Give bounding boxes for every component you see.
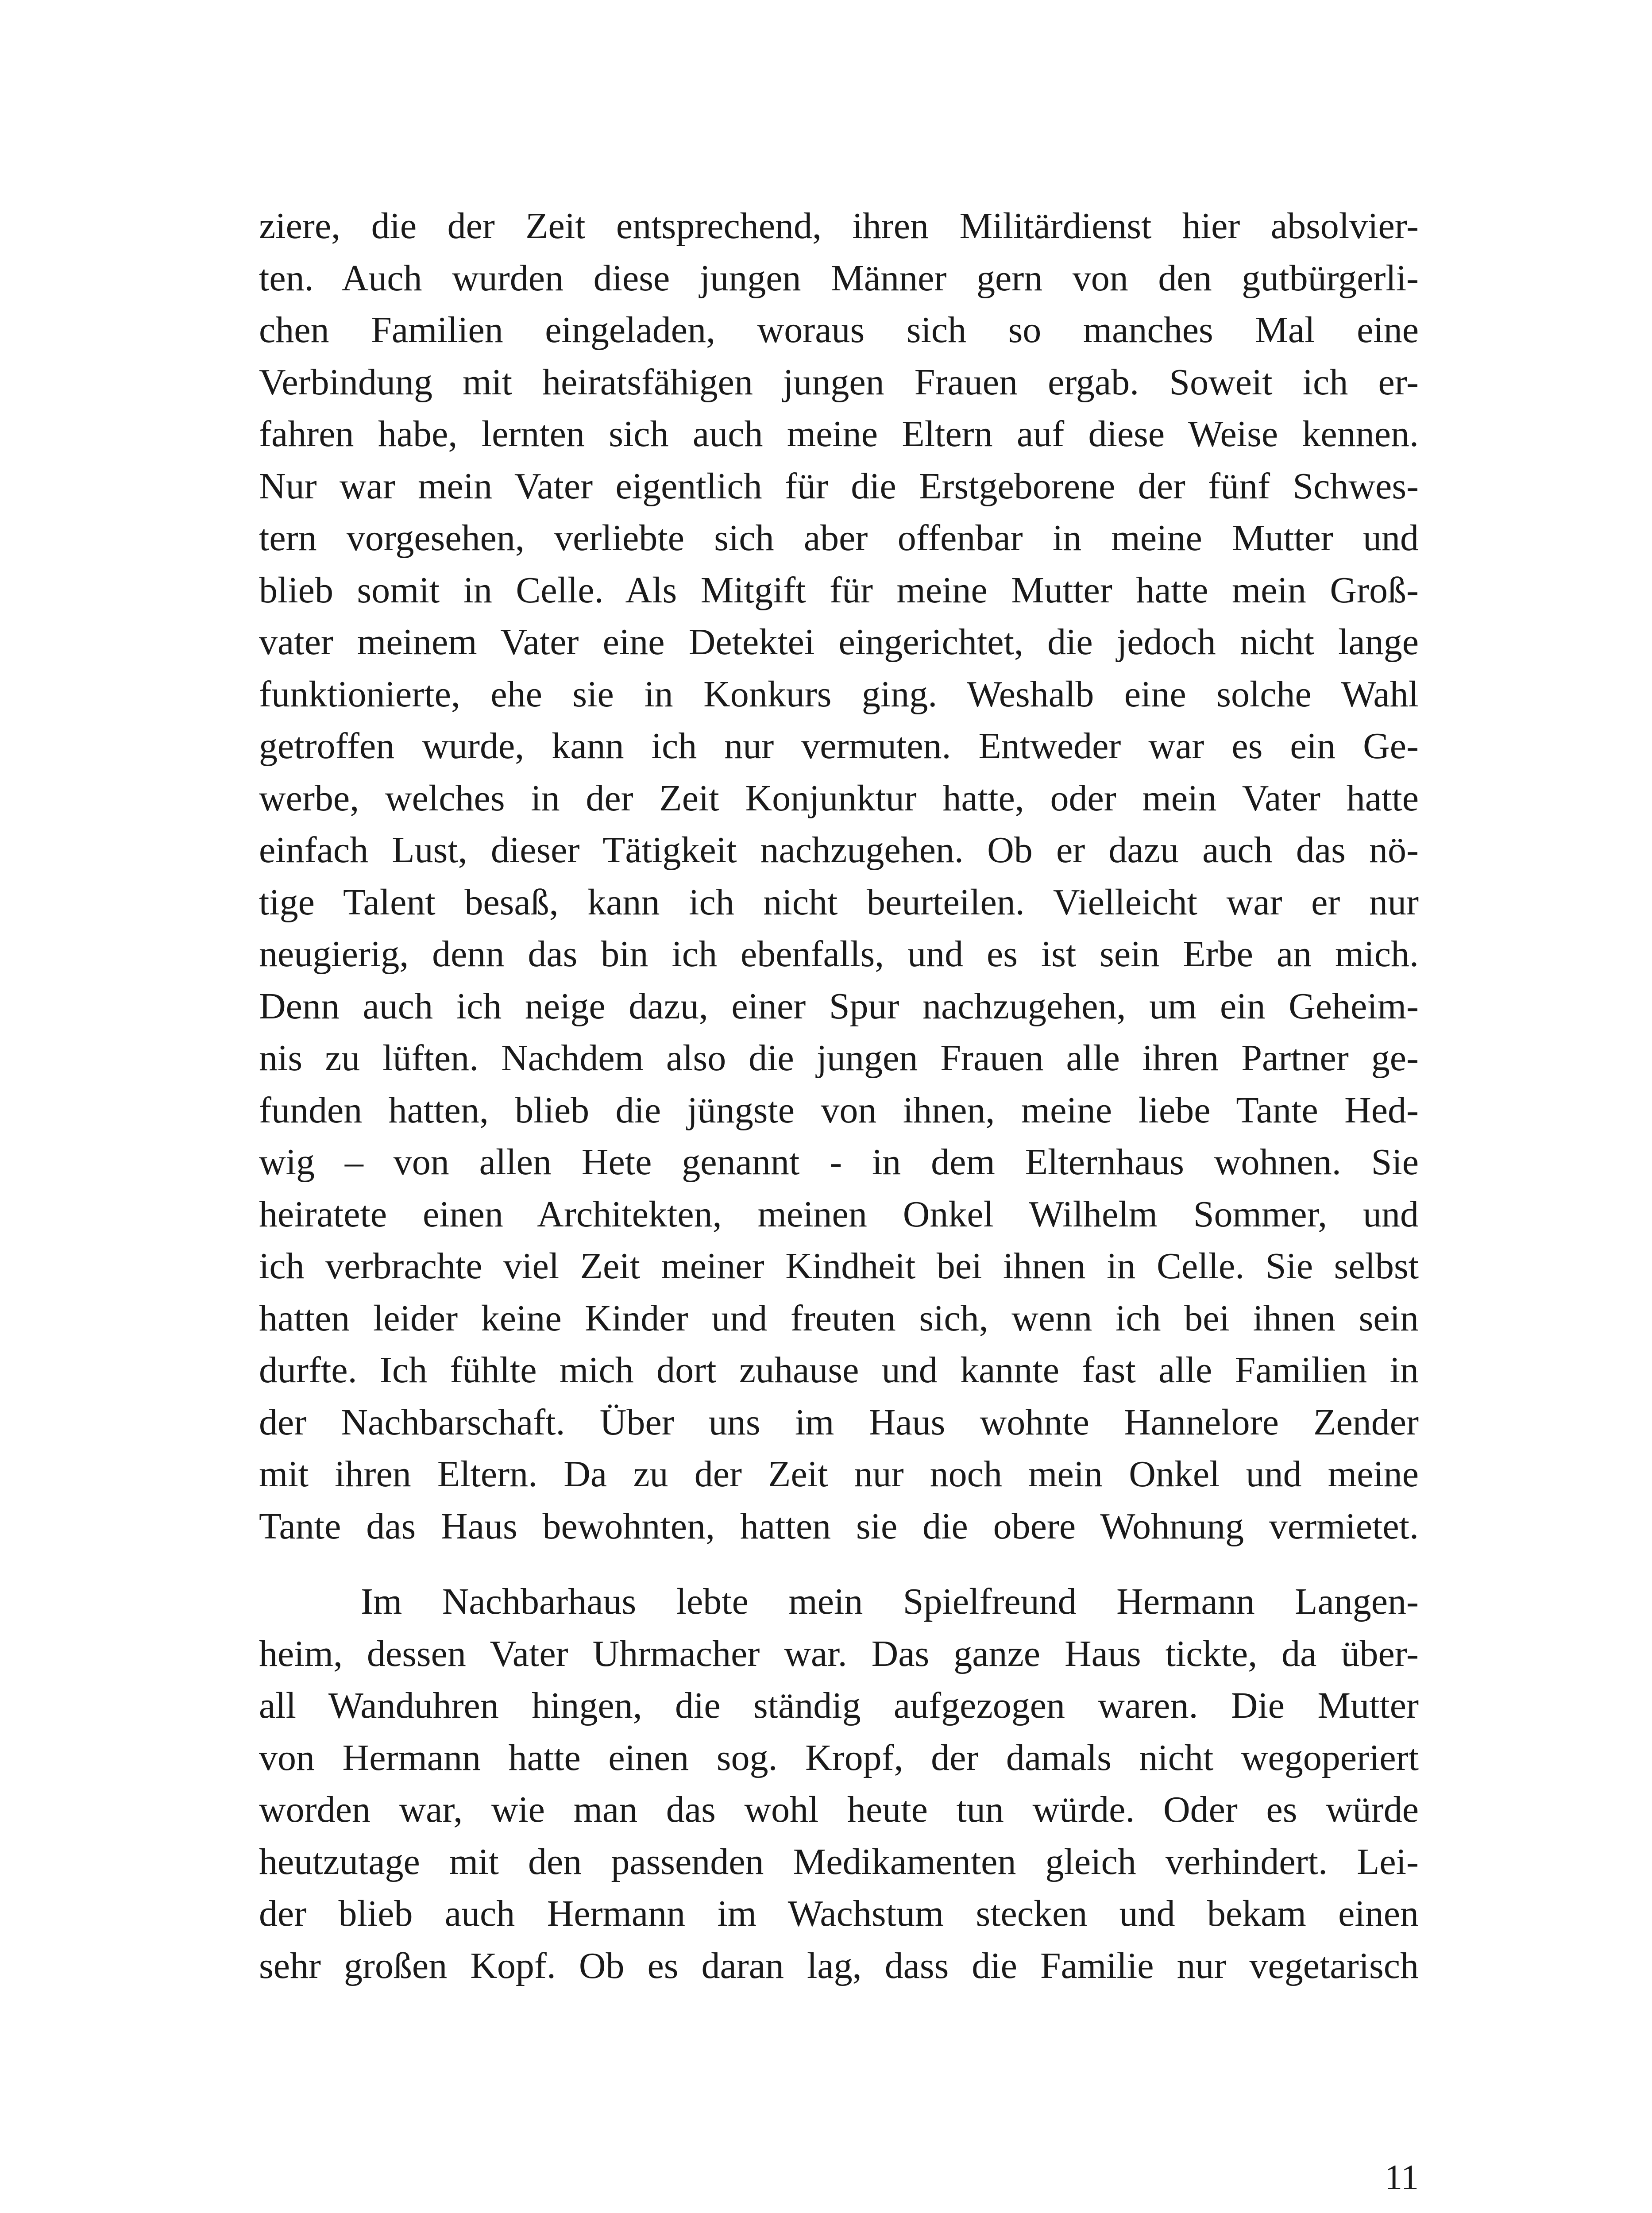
text-line: von Hermann hatte einen sog. Kropf, der damals nicht wegoperiert — [259, 1737, 1419, 1778]
text-line: Tante das Haus bewohnten, hatten sie die obere Wohnung vermietet. — [259, 1505, 1419, 1547]
text-line: heiratete einen Architekten, meinen Onkel Wilhelm Sommer, und — [259, 1193, 1419, 1235]
text-line: mit ihren Eltern. Da zu der Zeit nur noch mein Onkel und meine — [259, 1453, 1419, 1495]
text-line: Denn auch ich neige dazu, einer Spur nachzugehen, um ein Geheim- — [259, 985, 1419, 1027]
text-line: Im Nachbarhaus lebte mein Spielfreund Hermann Langen- — [361, 1581, 1419, 1622]
paragraph-1 — [259, 200, 1419, 1552]
text-line: der Nachbarschaft. Über uns im Haus wohnte Hannelore Zender — [259, 1401, 1419, 1443]
text-line: vater meinem Vater eine Detektei eingerichtet, die jedoch nicht lange — [259, 621, 1419, 663]
text-line: chen Familien eingeladen, woraus sich so manches Mal eine — [259, 309, 1419, 351]
text-line: all Wanduhren hingen, die ständig aufgezogen waren. Die Mutter — [259, 1685, 1419, 1726]
text-line: heutzutage mit den passenden Medikamenten gleich verhindert. Lei- — [259, 1841, 1419, 1882]
text-line: hatten leider keine Kinder und freuten sich, wenn ich bei ihnen sein — [259, 1297, 1419, 1339]
text-line: ten. Auch wurden diese jungen Männer gern von den gutbürgerli- — [259, 257, 1419, 299]
paragraph-2 — [259, 1576, 1419, 1992]
text-line: blieb somit in Celle. Als Mitgift für meine Mutter hatte mein Groß- — [259, 569, 1419, 611]
text-line: einfach Lust, dieser Tätigkeit nachzugehen. Ob er dazu auch das nö- — [259, 829, 1419, 871]
text-line: werbe, welches in der Zeit Konjunktur hatte, oder mein Vater hatte — [259, 777, 1419, 819]
text-line: tern vorgesehen, verliebte sich aber offenbar in meine Mutter und — [259, 517, 1419, 559]
text-line: funden hatten, blieb die jüngste von ihnen, meine liebe Tante Hed- — [259, 1089, 1419, 1131]
text-line: ziere, die der Zeit entsprechend, ihren Militärdienst hier absolvier- — [259, 205, 1419, 247]
text-line: sehr großen Kopf. Ob es daran lag, dass die Familie nur vegetarisch — [259, 1945, 1419, 1986]
text-line: wig – von allen Hete genannt - in dem Elternhaus wohnen. Sie — [259, 1141, 1419, 1183]
text-line: worden war, wie man das wohl heute tun würde. Oder es würde — [259, 1789, 1419, 1830]
text-line: heim, dessen Vater Uhrmacher war. Das ganze Haus tickte, da über- — [259, 1633, 1419, 1674]
page-number: 11 — [1384, 2158, 1419, 2197]
text-line: funktionierte, ehe sie in Konkurs ging. Weshalb eine solche Wahl — [259, 673, 1419, 715]
text-line: der blieb auch Hermann im Wachstum stecken und bekam einen — [259, 1893, 1419, 1934]
text-line: fahren habe, lernten sich auch meine Eltern auf diese Weise kennen. — [259, 413, 1419, 455]
text-line: Verbindung mit heiratsfähigen jungen Frauen ergab. Soweit ich er- — [259, 361, 1419, 403]
text-line: getroffen wurde, kann ich nur vermuten. Entweder war es ein Ge- — [259, 725, 1419, 767]
text-line: durfte. Ich fühlte mich dort zuhause und kannte fast alle Familien in — [259, 1349, 1419, 1391]
text-line: neugierig, denn das bin ich ebenfalls, und es ist sein Erbe an mich. — [259, 933, 1419, 975]
text-line: tige Talent besaß, kann ich nicht beurteilen. Vielleicht war er nur — [259, 881, 1419, 923]
text-line: ich verbrachte viel Zeit meiner Kindheit bei ihnen in Celle. Sie selbst — [259, 1245, 1419, 1287]
text-line: Nur war mein Vater eigentlich für die Erstgeborene der fünf Schwes- — [259, 465, 1419, 507]
text-line: nis zu lüften. Nachdem also die jungen Frauen alle ihren Partner ge- — [259, 1037, 1419, 1079]
